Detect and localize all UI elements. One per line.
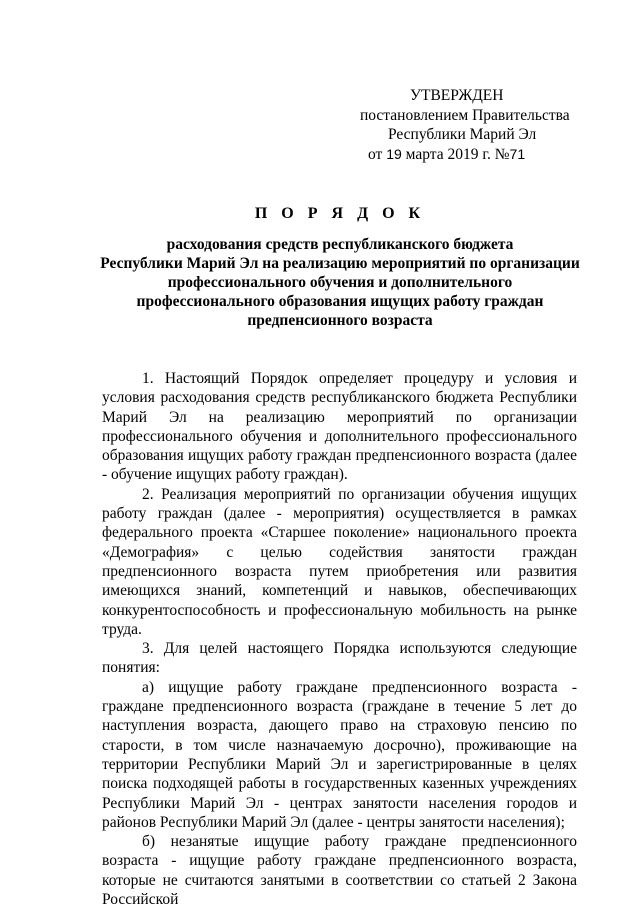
paragraph-3a: а) ищущие работу граждане предпенсионного возраста - граждане предпенсионного возраста (граждане в течение 5 лет до наступления возраста, дающего право на страховую пенсию по старости, в том числе назначаемую досрочно), проживающие на территории Республики Марий Эл и зарегистрированные в целях поиска подходящей работы в государственных казенных учреждениях Республики Марий Эл - центрах занятости населения городов и районов Республики Марий Эл (далее - центры занятости населения); — [102, 678, 577, 831]
approval-day: 19 — [386, 145, 402, 162]
approval-republic: Республики Марий Эл — [388, 126, 537, 143]
document-body — [102, 369, 577, 909]
subtitle-line: предпенсионного возраста — [247, 312, 433, 329]
approval-decree: постановлением Правительства — [360, 106, 570, 124]
subtitle-line: профессионального обучения и дополнительного — [167, 274, 513, 291]
paragraph-3: 3. Для целей настоящего Порядка используются следующие понятия: — [102, 640, 577, 677]
paragraph-3b: б) незанятые ищущие работу граждане предпенсионного возраста - ищущие работу граждане предпенсионного возраста, которые не считаются занятыми в соответствии со статьей 2 Закона Российской — [102, 833, 577, 909]
document-title: П О Р Я Д О К — [254, 205, 426, 222]
subtitle-line: профессионального образования ищущих работу граждан — [136, 293, 544, 310]
document-title-block — [90, 205, 590, 330]
paragraph-1: 1. Настоящий Порядок определяет процедуру и условия и условия расходования средств республиканского бюджета Республики Марий Эл на реализацию мероприятий по организации профессионального обучения и дополнительного профессионального образования ищущих работу граждан предпенсионного возраста (далее - обучение ищущих работу граждан). — [102, 370, 577, 484]
approval-month-year: марта 2019 г. № — [405, 145, 510, 163]
subtitle-line: Республики Марий Эл на реализацию мероприятий по организации — [100, 255, 580, 272]
approval-stamp — [330, 86, 590, 164]
approval-date-line — [330, 145, 590, 165]
document-subtitle — [90, 235, 590, 330]
paragraph-2: 2. Реализация мероприятий по организации обучения ищущих работу граждан (далее - мероприятия) осуществляется в рамках федерального проекта «Старшее поколение» национального проекта «Демография» с целью содействия занятости граждан предпенсионного возраста путем приобретения или развития имеющихся знаний, компетенций и навыков, обеспечивающих конкурентоспособность и профессиональную мобильность на рынке труда. — [102, 485, 577, 638]
approval-date-prefix: от — [368, 145, 383, 163]
approval-heading: УТВЕРЖДЕН — [410, 87, 504, 104]
approval-number: 71 — [509, 145, 526, 162]
subtitle-line: расходования средств республиканского бюджета — [166, 236, 514, 253]
